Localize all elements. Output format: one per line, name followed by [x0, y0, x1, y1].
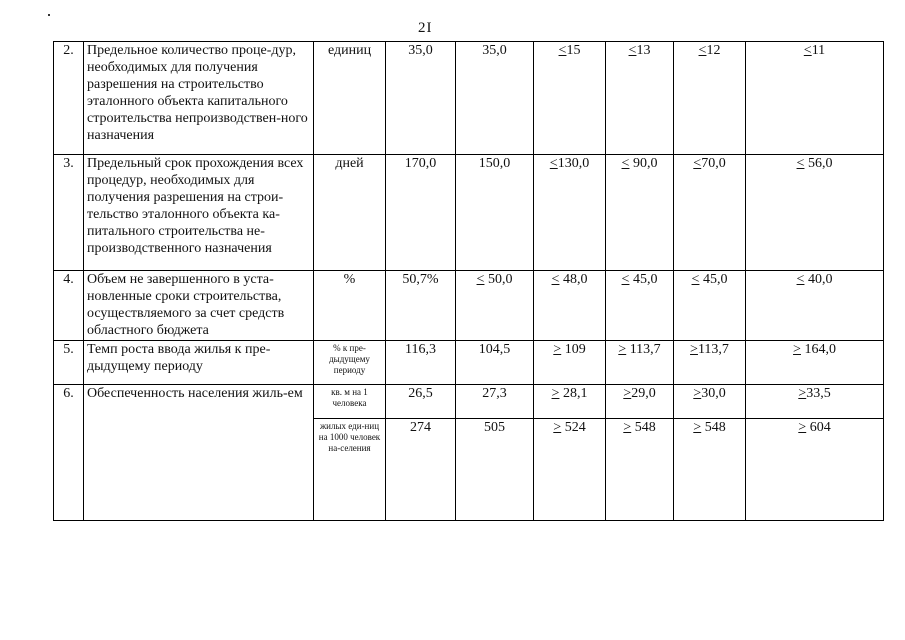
value-cell: 35,0	[456, 42, 534, 155]
value-cell: > 28,1	[534, 385, 606, 419]
value-cell: > 524	[534, 419, 606, 521]
value-cell: > 113,7	[606, 341, 674, 385]
table-row	[54, 42, 884, 155]
unit-cell: %	[314, 271, 386, 341]
indicators-table	[53, 41, 884, 521]
value-cell: 274	[386, 419, 456, 521]
value-cell: 150,0	[456, 155, 534, 271]
table-row	[54, 341, 884, 385]
value-cell: >29,0	[606, 385, 674, 419]
value-cell: < 90,0	[606, 155, 674, 271]
value-cell: <70,0	[674, 155, 746, 271]
page-number: 2I	[418, 20, 433, 36]
indicator-name: Объем не завершенного в уста-новленные сроки строительства, осуществляемого за счет средств областного бюджета	[84, 271, 314, 341]
value-cell: < 56,0	[746, 155, 884, 271]
value-cell: 104,5	[456, 341, 534, 385]
row-number: 6.	[54, 385, 84, 521]
value-cell: < 50,0	[456, 271, 534, 341]
value-cell: <12	[674, 42, 746, 155]
row-number: 3.	[54, 155, 84, 271]
value-cell: 505	[456, 419, 534, 521]
value-cell: 116,3	[386, 341, 456, 385]
unit-cell: кв. м на 1 человека	[314, 385, 386, 419]
indicator-name: Темп роста ввода жилья к пре-дыдущему периоду	[84, 341, 314, 385]
value-cell: > 109	[534, 341, 606, 385]
unit-cell: % к пре-дыдущему периоду	[314, 341, 386, 385]
value-cell: >33,5	[746, 385, 884, 419]
indicator-name: Предельное количество проце-дур, необходимых для получения разрешения на строительство эталонного объекта капитального строительства непроизводствен-ного назначения	[84, 42, 314, 155]
value-cell: >30,0	[674, 385, 746, 419]
value-cell: > 164,0	[746, 341, 884, 385]
row-number: 5.	[54, 341, 84, 385]
value-cell: 35,0	[386, 42, 456, 155]
table-row	[54, 385, 884, 419]
row-number: 2.	[54, 42, 84, 155]
indicator-name: Предельный срок прохождения всех процедур, необходимых для получения разрешения на строи-тельство эталонного объекта ка-питального строительства не-производственного назначения	[84, 155, 314, 271]
row-number: 4.	[54, 271, 84, 341]
value-cell: 26,5	[386, 385, 456, 419]
unit-cell: единиц	[314, 42, 386, 155]
table-row	[54, 271, 884, 341]
value-cell: 27,3	[456, 385, 534, 419]
value-cell: > 548	[674, 419, 746, 521]
value-cell: < 45,0	[606, 271, 674, 341]
unit-cell: дней	[314, 155, 386, 271]
indicator-name: Обеспеченность населения жиль-ем	[84, 385, 314, 521]
value-cell: > 548	[606, 419, 674, 521]
value-cell: > 604	[746, 419, 884, 521]
table-row	[54, 155, 884, 271]
scan-speck	[48, 14, 50, 16]
unit-cell: жилых еди-ниц на 1000 человек на-селения	[314, 419, 386, 521]
value-cell: <15	[534, 42, 606, 155]
value-cell: <13	[606, 42, 674, 155]
value-cell: 50,7%	[386, 271, 456, 341]
value-cell: < 45,0	[674, 271, 746, 341]
value-cell: <130,0	[534, 155, 606, 271]
value-cell: < 40,0	[746, 271, 884, 341]
value-cell: 170,0	[386, 155, 456, 271]
value-cell: <11	[746, 42, 884, 155]
value-cell: < 48,0	[534, 271, 606, 341]
value-cell: >113,7	[674, 341, 746, 385]
